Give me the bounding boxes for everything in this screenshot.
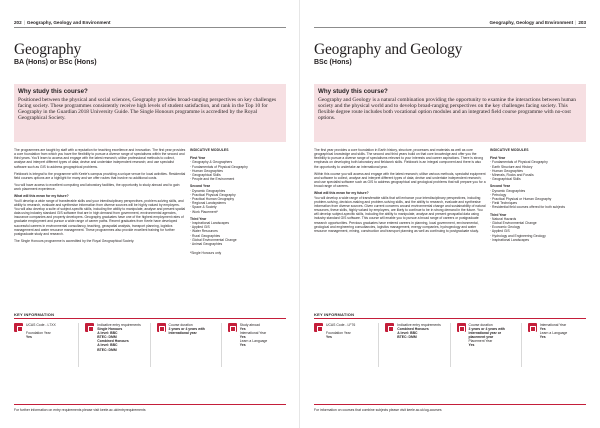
module-item: · Animal Geographies bbox=[190, 242, 223, 247]
module-year-heading: Second Year bbox=[190, 184, 211, 189]
key-info-box bbox=[528, 323, 586, 367]
section-name: Geography, Geology and Environment bbox=[26, 20, 111, 25]
module-item: · Global Environmental Change bbox=[190, 237, 237, 242]
course-title: Geography bbox=[14, 41, 82, 58]
key-info-box bbox=[228, 323, 286, 367]
key-info-divider bbox=[450, 323, 451, 367]
course-title: Geography and Geology bbox=[314, 41, 463, 58]
module-item: · Geography & Geographers bbox=[190, 160, 233, 165]
key-info-text bbox=[397, 323, 441, 367]
key-information-rule bbox=[14, 318, 286, 319]
footer-rule bbox=[14, 404, 286, 405]
why-study-text: Geography and Geology is a natural combination providing the opportunity to examine the interactions between human society and the physical world and to develop broad-ranging perspectives on the key challenges facing society. This flexible degree route includes both vocational option modules and an integrated field course programme with no-cost options. bbox=[318, 96, 576, 122]
module-item: · Petrology bbox=[490, 192, 507, 197]
key-info-value: Yes bbox=[539, 327, 546, 332]
module-item: · Regional Landsystems bbox=[190, 201, 226, 206]
body-paragraph: You'll develop a wide range of transferable skills and your interdisciplinary perspectives, problem-solving skills, and ability to research, evaluate and synthesise information from diverse sources will be highly valued by employers. You will also develop a suite of subject-specific skills, including the ability to manipulate, analyse and present spatial data using industry standard GIS software that are in high demand from government, environmental agencies, insurance companies and property developers. Geography graduates have one of the highest employment rates of graduate employment and pursue a wide range of career paths. Recent graduates from Keele have developed successful careers in environmental consultancy, teaching, geospatial analysis, transport planning, logistics management and water resource management. These programmes also provide excellent training for further postgraduate study and research. bbox=[14, 198, 186, 236]
key-info-box bbox=[457, 323, 515, 367]
key-information-rule bbox=[314, 318, 586, 319]
key-info-value: Single Honours bbox=[97, 327, 123, 332]
header-rule bbox=[14, 27, 286, 28]
key-information bbox=[14, 323, 286, 367]
key-info-label: Course duration bbox=[168, 323, 193, 327]
key-info-divider bbox=[221, 323, 222, 367]
module-item: · Human Geographies bbox=[190, 168, 223, 173]
key-info-label: Learn a Language bbox=[239, 339, 268, 344]
key-info-text bbox=[97, 323, 141, 367]
module-year-heading: First Year bbox=[490, 156, 506, 161]
key-info-divider bbox=[150, 323, 151, 367]
modules-note: *Single Honours only bbox=[190, 251, 222, 256]
key-info-value: Yes bbox=[468, 343, 475, 348]
module-year-heading: Third Year bbox=[490, 212, 507, 217]
key-info-value: Yes bbox=[26, 335, 32, 340]
why-study-text: Positioned between the physical and social sciences, Geography provides broad-ranging perspectives on key challenges facing society. These programmes consistently receive high levels of student satisfaction, and rank in the Top 10 for Geography in the Guardian 2018 University Guide. The Single Honours programme is accredited by the Royal Geographical Society. bbox=[18, 96, 277, 122]
key-info-box bbox=[385, 323, 443, 367]
key-info-label: Indicative entry requirements bbox=[397, 323, 441, 327]
module-item: · Inspirational Landscapes bbox=[190, 221, 230, 226]
module-item: · Economic Geology bbox=[490, 225, 521, 230]
module-item: · Field Techniques bbox=[490, 201, 518, 206]
key-info-text bbox=[240, 323, 268, 367]
section-name: Geography, Geology and Environment bbox=[489, 20, 574, 25]
key-info-value: 3 years or 4 years with international year or placement year bbox=[468, 327, 505, 340]
module-item: · People and the Environment bbox=[190, 177, 235, 182]
module-item: · Geographical Skills bbox=[490, 177, 521, 182]
module-item: · Space & Society bbox=[190, 205, 217, 210]
key-info-value: Yes bbox=[539, 335, 546, 340]
key-info-label: Foundation Year bbox=[326, 331, 351, 336]
course-award: BA (Hons) or BSc (Hons) bbox=[14, 59, 97, 66]
key-info-value: A level: BBC bbox=[97, 331, 118, 336]
course-description bbox=[314, 148, 486, 236]
module-item: · Fundamentals of Physical Geography bbox=[190, 164, 248, 169]
key-info-label: International Year bbox=[539, 323, 567, 327]
module-item: · Practical Physical Geography bbox=[190, 192, 236, 197]
module-item: · Hydrology and Engineering Geology bbox=[490, 233, 546, 238]
header-rule bbox=[314, 27, 586, 28]
module-item: · Geographical Skills bbox=[190, 173, 221, 178]
body-paragraph: You will develop a wide range of transferable skills that will enhance your interdisciplinary perspectives, including problem-solving, decision-making and problem-solving skills, and the ability to research, evaluate and synthesise information from diverse sources. Given current concerns around environmental change and sustainability of natural resources, these skills, highly valued by employers, are likely to continue to be in strong demand in the future. You will develop subject-specific skills, including the ability to manipulate, analyse and present geospatial data using industry standard GIS software. This course will enable you to pursue a broad range of careers or postgraduate research opportunities. Previous graduates have entered careers in planning, local government, environmental, geological and engineering consultancies, logistics management, energy companies, hydrogeology and water resource management, mining, construction and transport planning as well as continuing to postgraduate study. bbox=[314, 195, 486, 233]
indicative-modules bbox=[490, 148, 586, 242]
abroad-icon bbox=[228, 323, 237, 332]
body-paragraph: The programmes are taught by staff with a reputation for teaching excellence and innovation. The first year provides a core foundation from which you have the flexibility to pursue a diverse range of specialisms within the second and third years. You'll learn to access and engage with the latest research; utilise professional methods to collect, analyse and interpret different types of data; devise and undertake independent research; and use specialist software such as GIS to address geographical problems. bbox=[14, 148, 186, 169]
indicative-modules bbox=[190, 148, 286, 255]
footnote: For further information on entry requirements please visit keele.ac.uk/entryrequirements bbox=[14, 408, 146, 412]
key-info-divider bbox=[521, 323, 522, 367]
modules-heading: INDICATIVE MODULES bbox=[490, 148, 529, 152]
module-item: · Applied GIS bbox=[490, 229, 510, 234]
module-item: · Human Geographies bbox=[490, 168, 523, 173]
why-study-heading: Why study this course? bbox=[18, 88, 88, 95]
module-item: · Dynamic Geographies bbox=[490, 188, 526, 193]
footer-rule bbox=[314, 404, 586, 405]
module-item: · Natural Hazards bbox=[490, 216, 517, 221]
module-item: · Practical Physical or Human Geography bbox=[490, 197, 552, 202]
key-info-label: Indicative entry requirements bbox=[97, 323, 141, 327]
key-info-value: Yes bbox=[239, 335, 246, 340]
body-subheading: What will this mean for my future? bbox=[314, 191, 369, 196]
entry-icon bbox=[85, 323, 94, 332]
key-info-label: Placement Year bbox=[468, 339, 493, 344]
why-study-panel bbox=[314, 84, 586, 142]
key-info-text bbox=[469, 323, 515, 367]
module-item: · Earth Structure and History bbox=[490, 164, 533, 169]
module-item: · Minerals, Rocks and Fossils bbox=[490, 173, 534, 178]
key-info-value: BTEC: DMM bbox=[397, 335, 417, 340]
key-info-text bbox=[540, 323, 568, 367]
abroad-icon bbox=[528, 323, 537, 332]
module-item: · Fundamentals of Physical Geography bbox=[490, 160, 548, 165]
module-item: · Practical Human Geography bbox=[190, 197, 235, 202]
key-info-value: BTEC: DMM bbox=[97, 335, 117, 340]
right-page bbox=[300, 0, 600, 428]
ucas-icon bbox=[14, 323, 23, 332]
key-info-label: Foundation Year bbox=[26, 331, 51, 336]
module-item: · Water Resources bbox=[190, 229, 218, 234]
modules-heading: INDICATIVE MODULES bbox=[190, 148, 229, 152]
module-item: · Global Environmental Change bbox=[490, 221, 537, 226]
key-info-value: Combined Honours bbox=[397, 327, 429, 332]
key-info-label: UCAS Code - L7XX bbox=[26, 323, 56, 327]
key-info-label: International Year bbox=[239, 331, 267, 336]
key-info-value: A level: BBC bbox=[97, 343, 118, 348]
key-info-divider bbox=[378, 323, 379, 367]
module-item: · Residential field courses offered for both subjects bbox=[490, 205, 566, 210]
running-head: Geography, Geology and Environment | 203 bbox=[489, 20, 586, 25]
body-paragraph: Fieldwork is integral to the programme with Keele's campus providing a unique venue for local activities. Residential field courses options are a highlight for many and we offer routes that involve no additional costs. bbox=[14, 171, 186, 180]
key-info-label: UCAS Code - LF76 bbox=[326, 323, 356, 327]
key-info-value: Yes bbox=[326, 335, 332, 340]
body-paragraph: Within this course you will access and engage with the latest research; utilise various methods, specialist equipment and software to collect, analyse and interpret different types of data; devise and undertake independent research; and use specialist software such as GIS to address geographical and geological problems that will prepare you for a broad range of careers. bbox=[314, 171, 486, 189]
key-info-value: Yes bbox=[239, 327, 246, 332]
key-info-label: Learn a Language bbox=[539, 331, 568, 336]
key-info-text bbox=[169, 323, 215, 367]
page-number: 202 bbox=[14, 20, 22, 25]
body-paragraph: You will have access to excellent computing and laboratory facilities, the opportunity to study abroad and to gain work placement experience. bbox=[14, 183, 180, 192]
key-info-divider bbox=[78, 323, 79, 367]
why-study-heading: Why study this course? bbox=[318, 88, 388, 95]
body-paragraph: The first year provides a core foundation in Earth history, structure, processes and materials as well as core geographical knowledge and skills. The second and third years build on that core knowledge and offer you the flexibility to pursue a diverse range of specialisms relevant to your interests and career aspirations. There is strong emphasis on developing both laboratory and fieldwork skills. Fieldwork is an integral component and there is also the opportunity to undertake an international year. bbox=[314, 148, 484, 169]
module-year-heading: Third Year bbox=[190, 216, 207, 221]
body-subheading: What will this mean for my future? bbox=[14, 194, 69, 199]
key-info-value: BTEC: DMM bbox=[97, 347, 117, 352]
key-info-value: Yes bbox=[239, 343, 246, 348]
key-information bbox=[314, 323, 586, 367]
why-study-panel bbox=[14, 84, 286, 142]
page-number: 203 bbox=[578, 20, 586, 25]
key-info-box bbox=[85, 323, 143, 367]
key-info-text bbox=[326, 323, 355, 367]
module-item: · Rural Geographies bbox=[190, 233, 221, 238]
ucas-icon bbox=[314, 323, 323, 332]
duration-icon bbox=[157, 323, 166, 332]
module-item: · Inspirational Landscapes bbox=[490, 237, 530, 242]
key-info-value: A level: BBC bbox=[397, 331, 418, 336]
course-description bbox=[14, 148, 186, 246]
duration-icon bbox=[457, 323, 466, 332]
module-year-heading: Second Year bbox=[490, 184, 511, 189]
key-info-label: Course duration bbox=[468, 323, 493, 327]
key-info-value: 3 years or 4 years with international year bbox=[168, 327, 205, 336]
footnote: For information on courses that combine subjects please visit keele.ac.uk/ug-courses bbox=[314, 408, 442, 412]
running-head: 202 | Geography, Geology and Environment bbox=[14, 20, 111, 25]
key-information-heading: KEY INFORMATION bbox=[314, 312, 355, 317]
key-info-box bbox=[14, 323, 72, 367]
module-item: · Dynamic Geographies bbox=[190, 188, 226, 193]
body-paragraph: The Single Honours programme is accredited by the Royal Geographical Society. bbox=[14, 238, 135, 243]
module-year-heading: First Year bbox=[190, 156, 206, 161]
module-item: · Work Placement* bbox=[190, 209, 218, 214]
key-information-heading: KEY INFORMATION bbox=[14, 312, 55, 317]
key-info-box bbox=[314, 323, 372, 367]
module-item: · Applied GIS bbox=[190, 225, 210, 230]
entry-icon bbox=[385, 323, 394, 332]
key-info-value: Combined Honours bbox=[97, 339, 129, 344]
key-info-label: Study abroad bbox=[239, 323, 260, 327]
key-info-box bbox=[157, 323, 215, 367]
key-info-text bbox=[26, 323, 56, 367]
course-award: BSc (Hons) bbox=[314, 59, 352, 66]
